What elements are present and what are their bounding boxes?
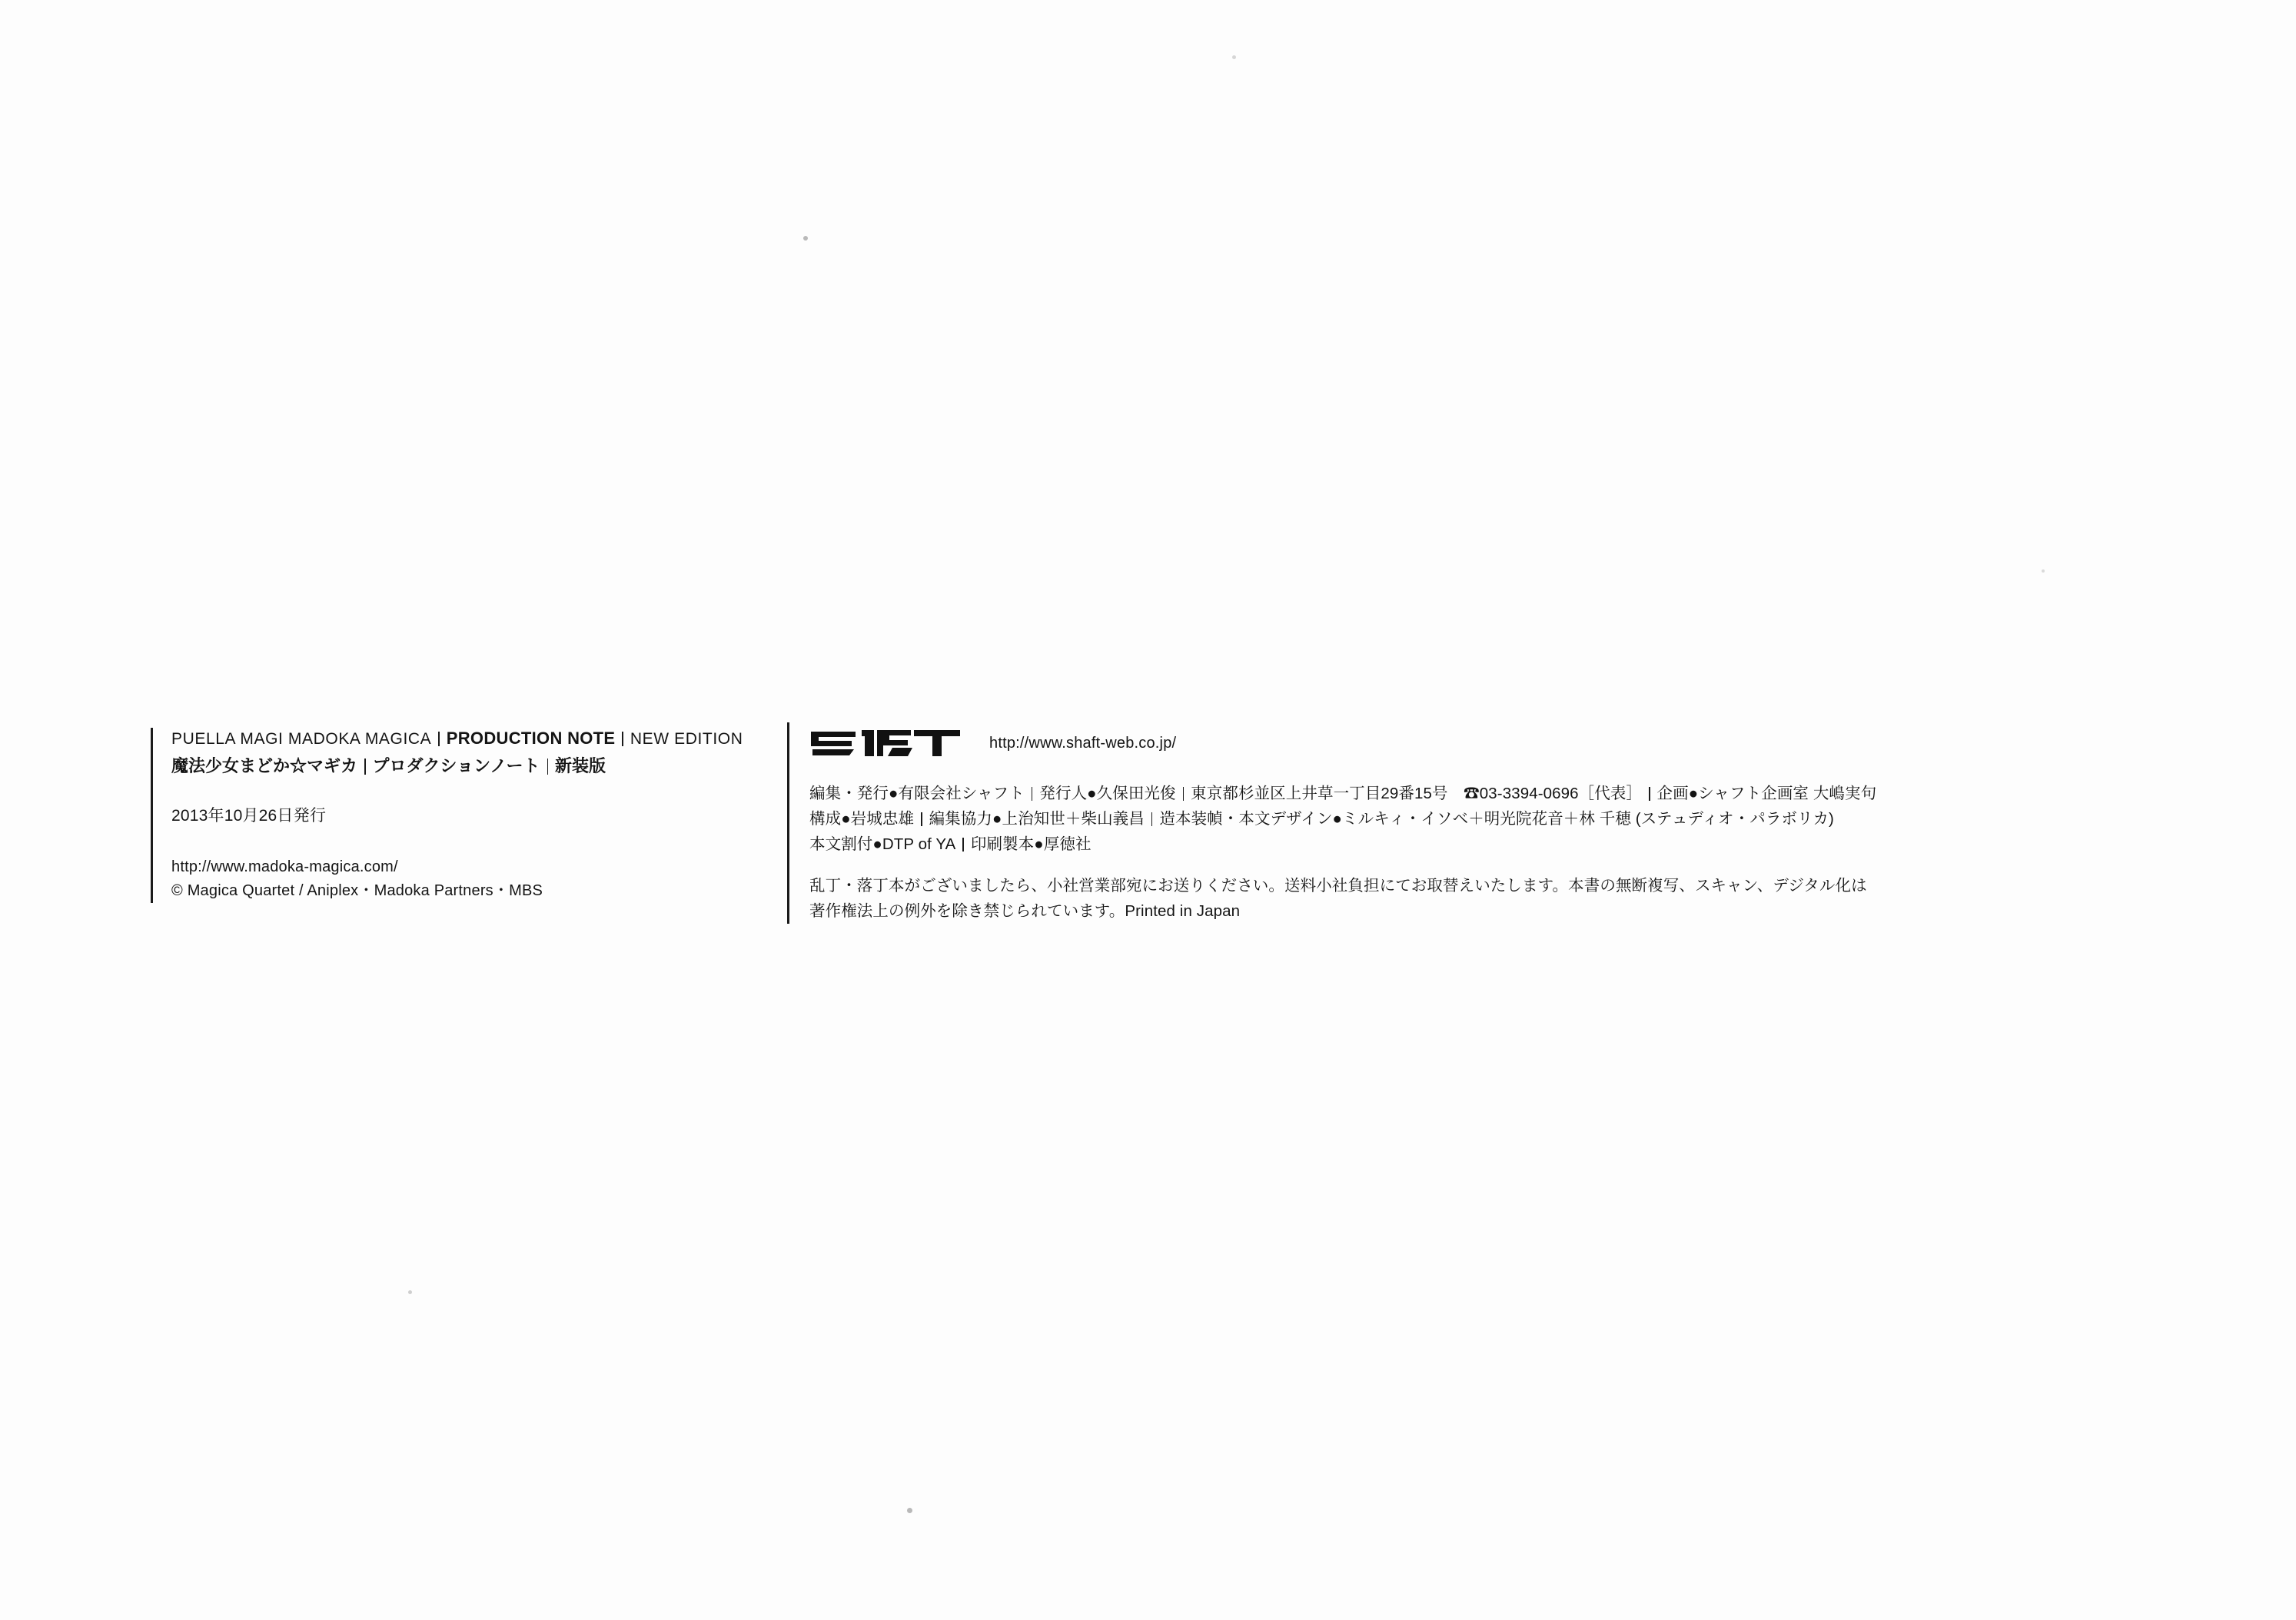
publisher-credits (809, 781, 2125, 858)
credit-segment: 構成●岩城忠雄 (809, 810, 915, 828)
credit-segment: 編集・発行●有限会社シャフト (809, 785, 1025, 802)
credit-segment: 発行人●久保田光俊 (1039, 785, 1176, 802)
publisher-url[interactable]: http://www.shaft-web.co.jp/ (989, 734, 1177, 752)
publication-date: 2013年10月26日発行 (171, 806, 327, 825)
scan-speck (803, 236, 808, 241)
title-english-series: PUELLA MAGI MADOKA MAGICA (171, 730, 432, 748)
legal-notice-line: 著作権法上の例外を除き禁じられています。Printed in Japan (809, 901, 1241, 920)
title-japanese (171, 755, 781, 778)
credit-divider (921, 812, 922, 826)
scan-speck (1232, 55, 1236, 59)
credit-divider (962, 838, 964, 851)
credit-row (809, 806, 2125, 832)
scan-speck (2042, 569, 2045, 573)
credit-segment: 本文割付●DTP of YA (809, 835, 956, 854)
credit-segment: 企画●シャフト企画室 大嶋実句 (1656, 785, 1877, 802)
credit-divider (1032, 787, 1033, 801)
left-links (171, 855, 781, 903)
legal-notice (809, 873, 2125, 924)
copyright-notice: © Magica Quartet / Aniplex・Madoka Partners・MBS (171, 881, 543, 899)
shaft-logo-icon (809, 725, 963, 761)
credit-segment: 東京都杉並区上井草一丁目29番15号 ☎03-3394-0696［代表］ (1191, 785, 1643, 802)
scan-speck (907, 1508, 912, 1513)
title-japanese-main: プロダクションノート (372, 756, 540, 776)
credit-row (809, 781, 2125, 806)
credit-divider (1183, 787, 1185, 801)
publisher-header (809, 722, 2125, 764)
colophon-left (151, 728, 781, 903)
credit-segment: 編集協力●上治知世＋柴山義昌 (929, 810, 1145, 828)
title-japanese-edition: 新装版 (555, 756, 606, 776)
credit-divider (1151, 812, 1153, 826)
credit-row (809, 832, 2125, 857)
scan-speck (408, 1290, 412, 1294)
title-english (171, 728, 781, 749)
legal-notice-line: 乱丁・落丁本がございましたら、小社営業部宛にお送りください。送料小社負担にてお取替えいたします。本書の無断複写、スキャン、デジタル化は (809, 876, 1867, 895)
credit-segment: 印刷製本●厚徳社 (970, 835, 1092, 854)
official-site-url[interactable]: http://www.madoka-magica.com/ (171, 858, 398, 875)
title-japanese-series: 魔法少女まどか☆マギカ (171, 756, 358, 776)
title-english-main: PRODUCTION NOTE (446, 729, 616, 748)
credit-segment: 造本装幀・本文デザイン●ミルキィ・イソベ＋明光院花音＋林 千穂 (ステュディオ・パラボリカ) (1159, 810, 1834, 828)
title-english-edition: NEW EDITION (630, 730, 743, 748)
colophon-right (787, 722, 2125, 924)
credit-divider (1649, 787, 1650, 801)
